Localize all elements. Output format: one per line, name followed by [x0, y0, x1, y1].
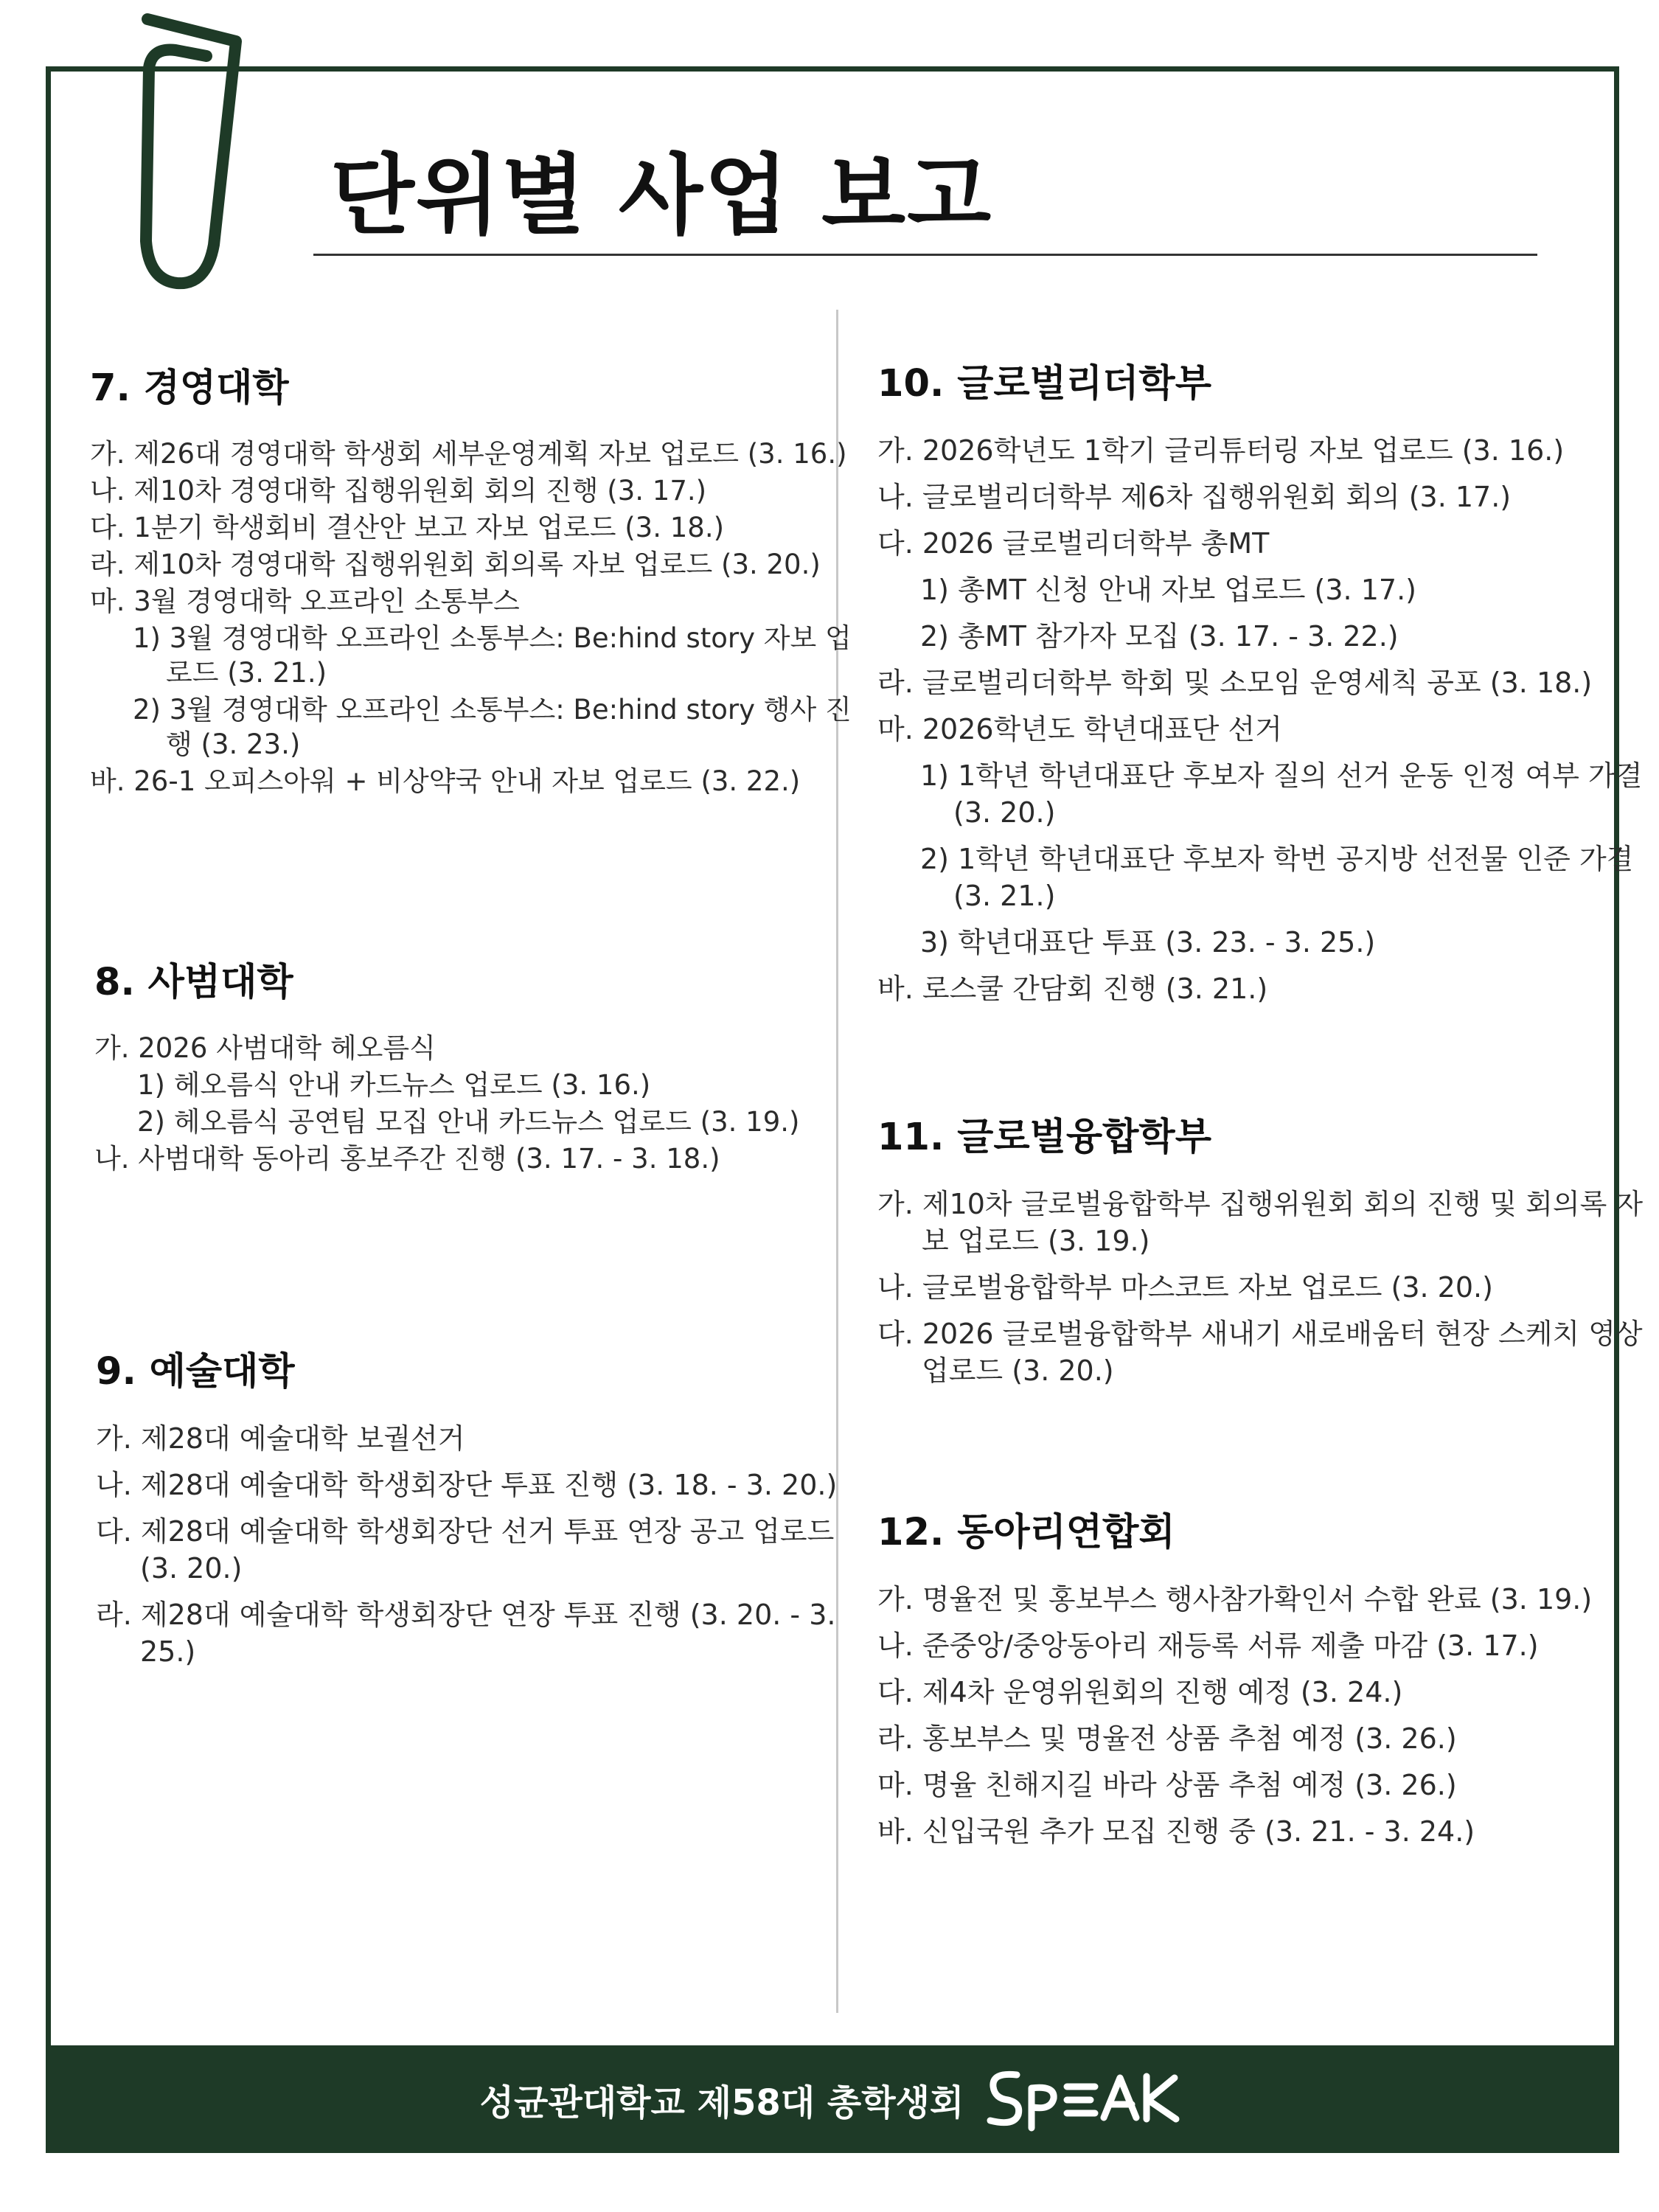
list-item: 가. 명율전 및 홍보부스 행사참가확인서 수합 완료 (3. 19.) [877, 1583, 1593, 1615]
list-item: 가. 2026 사범대학 헤오름식 [94, 1032, 436, 1064]
list-item: 가. 제26대 경영대학 학생회 세부운영계획 자보 업로드 (3. 16.) [90, 438, 847, 470]
section-heading: 12. 동아리연합회 [877, 1511, 1175, 1554]
list-item: 바. 26-1 오피스아워 + 비상약국 안내 자보 업로드 (3. 22.) [90, 765, 801, 797]
list-item: 2) 헤오름식 공연팀 모집 안내 카드뉴스 업로드 (3. 19.) [137, 1106, 800, 1138]
list-item: 다. 제28대 예술대학 학생회장단 선거 투표 연장 공고 업로드 (3. 20.) [96, 1515, 835, 1585]
list-item: 마. 명율 친해지길 바라 상품 추첨 예정 (3. 26.) [877, 1769, 1457, 1801]
list-item: 2) 3월 경영대학 오프라인 소통부스: Be:hind story 행사 진행 (3. 23.) [133, 694, 852, 760]
list-item: 가. 2026학년도 1학기 글리튜터링 자보 업로드 (3. 16.) [877, 434, 1565, 467]
section-heading: 7. 경영대학 [90, 366, 289, 410]
list-item: 가. 제28대 예술대학 보궐선거 [96, 1422, 465, 1455]
page-title: 단위별 사업 보고 [330, 145, 993, 246]
title-underline [313, 254, 1537, 256]
list-item: 2) 1학년 학년대표단 후보자 학번 공지방 선전물 인준 가결 (3. 21.) [920, 843, 1634, 912]
section-heading: 9. 예술대학 [96, 1350, 295, 1394]
section-heading: 11. 글로벌융합학부 [877, 1116, 1211, 1159]
section-club-union [877, 1501, 1644, 1860]
list-item: 나. 준중앙/중앙동아리 재등록 서류 제출 마감 (3. 17.) [877, 1630, 1539, 1662]
list-item: 1) 헤오름식 안내 카드뉴스 업로드 (3. 16.) [137, 1069, 651, 1101]
section-education-college [94, 951, 861, 1178]
list-item: 다. 2026 글로벌융합학부 새내기 새로배움터 현장 스케치 영상 업로드 (3. 20.) [877, 1318, 1643, 1387]
list-item: 1) 1학년 학년대표단 후보자 질의 선거 운동 인정 여부 가결 (3. 20.) [920, 759, 1643, 829]
list-item: 나. 글로벌리더학부 제6차 집행위원회 회의 (3. 17.) [877, 481, 1512, 513]
section-business-college [90, 357, 857, 801]
list-item: 다. 제4차 운영위원회의 진행 예정 (3. 24.) [877, 1676, 1403, 1708]
list-item: 바. 신입국원 추가 모집 진행 중 (3. 21. - 3. 24.) [877, 1815, 1475, 1848]
list-item: 라. 글로벌리더학부 학회 및 소모임 운영세칙 공포 (3. 18.) [877, 667, 1593, 699]
list-item: 다. 1분기 학생회비 결산안 보고 자보 업로드 (3. 18.) [90, 512, 725, 543]
list-item: 3) 학년대표단 투표 (3. 23. - 3. 25.) [920, 926, 1376, 959]
list-item: 2) 총MT 참가자 모집 (3. 17. - 3. 22.) [920, 620, 1399, 653]
speak-logo [986, 2066, 1185, 2132]
list-item: 마. 2026학년도 학년대표단 선거 [877, 713, 1282, 745]
list-item: 마. 3월 경영대학 오프라인 소통부스 [90, 585, 520, 617]
section-global-leader [877, 352, 1644, 1017]
list-item: 바. 로스쿨 간담회 진행 (3. 21.) [877, 973, 1268, 1005]
footer-text: 성균관대학교 제58대 총학생회 [479, 2081, 964, 2124]
paperclip-icon [103, 9, 265, 304]
list-item: 1) 총MT 신청 안내 자보 업로드 (3. 17.) [920, 574, 1416, 606]
list-item: 1) 3월 경영대학 오프라인 소통부스: Be:hind story 자보 업로드 (3. 21.) [133, 622, 852, 689]
list-item: 나. 사범대학 동아리 홍보주간 진행 (3. 17. - 3. 18.) [94, 1143, 720, 1175]
list-item: 다. 2026 글로벌리더학부 총MT [877, 527, 1270, 560]
list-item: 라. 제28대 예술대학 학생회장단 연장 투표 진행 (3. 20. - 3. 25.) [96, 1599, 836, 1668]
section-heading: 8. 사범대학 [94, 961, 293, 1004]
list-item: 나. 제10차 경영대학 집행위원회 회의 진행 (3. 17.) [90, 475, 707, 507]
list-item: 나. 글로벌융합학부 마스코트 자보 업로드 (3. 20.) [877, 1271, 1493, 1304]
list-item: 나. 제28대 예술대학 학생회장단 투표 진행 (3. 18. - 3. 20.) [96, 1469, 838, 1501]
footer-bar [46, 2045, 1619, 2153]
list-item: 라. 제10차 경영대학 집행위원회 회의록 자보 업로드 (3. 20.) [90, 549, 821, 580]
list-item: 라. 홍보부스 및 명율전 상품 추첨 예정 (3. 26.) [877, 1722, 1457, 1755]
section-global-convergence [877, 1106, 1644, 1399]
list-item: 가. 제10차 글로벌융합학부 집행위원회 회의 진행 및 회의록 자보 업로드 (3. 19.) [877, 1188, 1644, 1257]
section-heading: 10. 글로벌리더학부 [877, 362, 1211, 406]
section-arts-college [96, 1340, 863, 1680]
